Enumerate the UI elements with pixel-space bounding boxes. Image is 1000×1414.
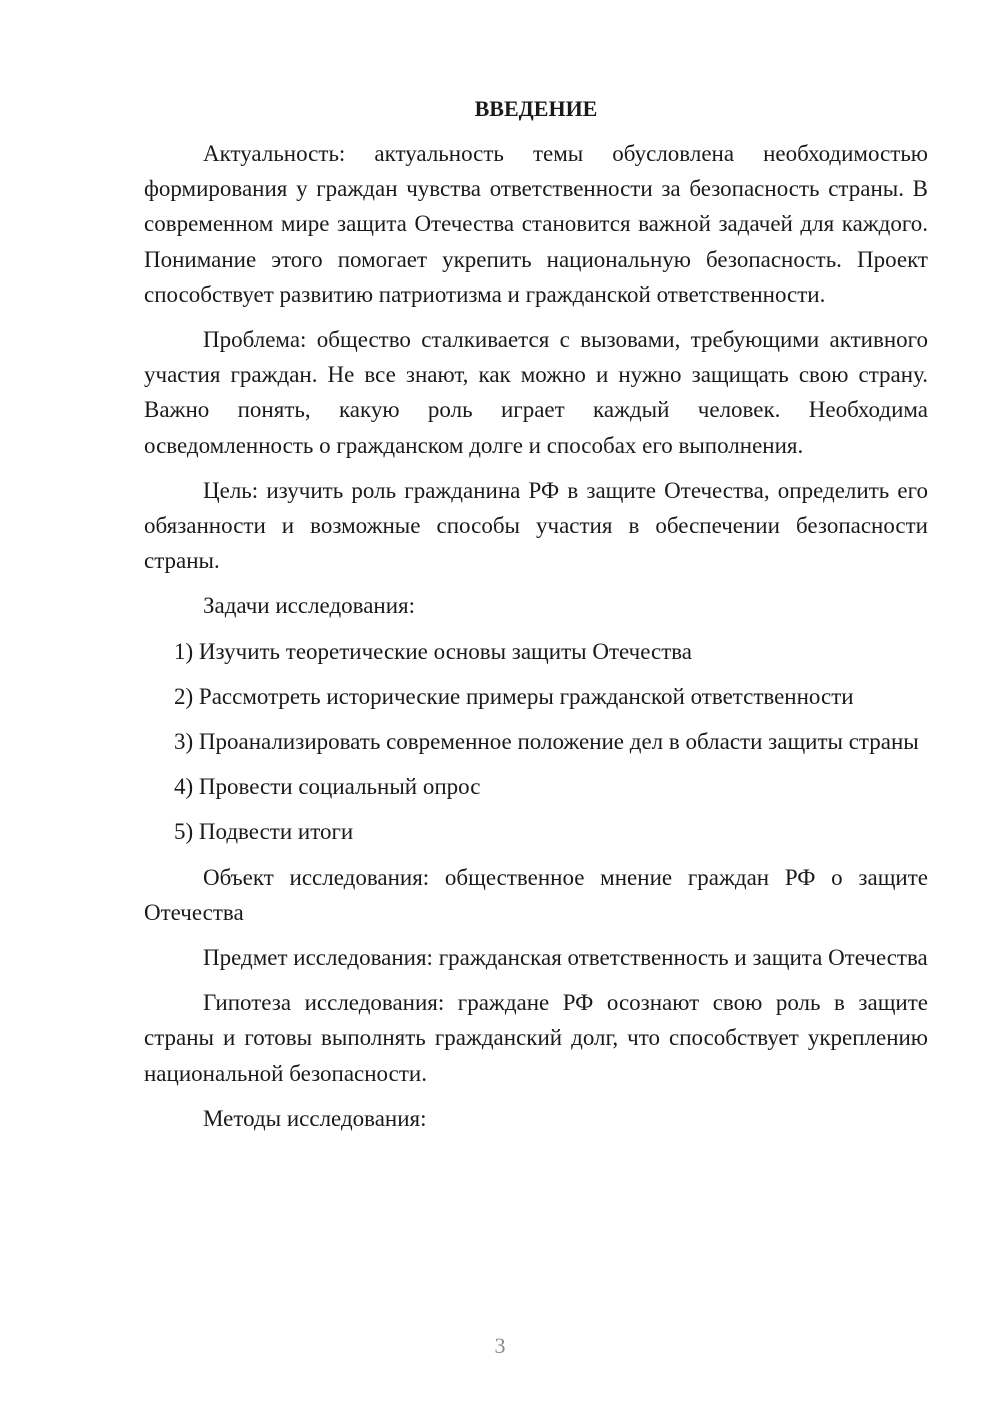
task-item-4: 4) Провести социальный опрос [174,774,481,800]
task-item-3: 3) Проанализировать современное положение дел в области защиты страны [174,729,919,755]
paragraph-problem: Проблема: общество сталкивается с вызовами, требующими активного участия граждан. Не все знают, как можно и нужно защищать свою страну. Важно понять, какую роль играет каждый человек. Необходима осведомленность о гражданском долге и способах его выполнения. [144,327,928,458]
document-body [144,90,928,1146]
tasks-heading: Задачи исследования: [203,593,416,619]
task-item-2: 2) Рассмотреть исторические примеры гражданской ответственности [174,683,854,709]
paragraph-relevance: Актуальность: актуальность темы обусловлена необходимостью формирования у граждан чувства ответственности за безопасность страны. В современном мире защита Отечества становится важной задачей для каждого. Понимание этого помогает укрепить национальную безопасность. Проект способствует развитию патриотизма и гражданской ответственности. [144,141,928,307]
paragraph-subject: Предмет исследования: гражданская ответственность и защита Отечества [203,945,928,971]
paragraph-hypothesis: Гипотеза исследования: граждане РФ осознают свою роль в защите страны и готовы выполнять гражданский долг, что способствует укреплению национальной безопасности. [144,990,928,1086]
task-item-5: 5) Подвести итоги [174,819,354,845]
page-title: ВВЕДЕНИЕ [474,96,598,121]
task-item-1: 1) Изучить теоретические основы защиты Отечества [174,638,693,664]
methods-heading: Методы исследования: [203,1105,427,1131]
paragraph-object: Объект исследования: общественное мнение граждан РФ о защите Отечества [144,864,928,925]
paragraph-goal: Цель: изучить роль гражданина РФ в защите Отечества, определить его обязанности и возможные способы участия в обеспечении безопасности страны. [144,477,928,574]
page-number: 3 [494,1333,506,1358]
